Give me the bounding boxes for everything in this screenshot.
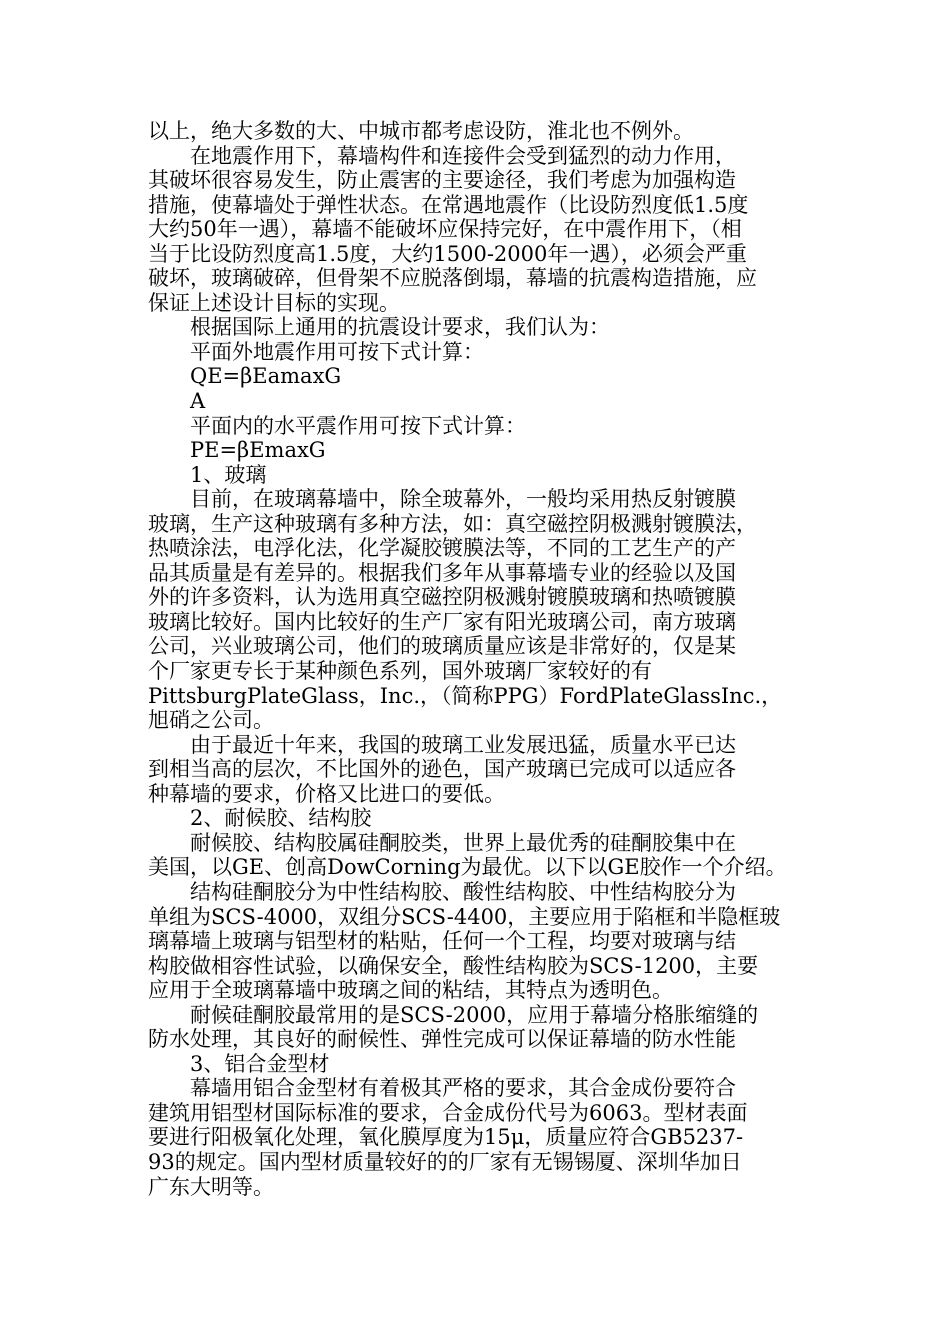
text-line: 耐候硅酮胶最常用的是SCS-2000，应用于幕墙分格胀缩缝的 bbox=[190, 1002, 759, 1027]
text-line: 1、玻璃 bbox=[190, 462, 267, 487]
document-body bbox=[148, 119, 808, 1199]
text-line: PE=βEmaxG bbox=[190, 438, 326, 463]
text-line: 品其质量是有差异的。根据我们多年从事幕墙专业的经验以及国 bbox=[148, 560, 736, 585]
text-line: 平面内的水平震作用可按下式计算： bbox=[190, 413, 526, 438]
text-line: 热喷涂法，电浮化法，化学凝胶镀膜法等，不同的工艺生产的产 bbox=[148, 536, 736, 561]
text-line: 当于比设防烈度高1.5度，大约1500-2000年一遇），必须会严重 bbox=[148, 241, 747, 266]
text-line: 公司，兴业玻璃公司，他们的玻璃质量应该是非常好的，仅是某 bbox=[148, 634, 736, 659]
text-line: 构胶做相容性试验，以确保安全，酸性结构胶为SCS-1200，主要 bbox=[148, 953, 759, 978]
text-line: 单组为SCS-4000，双组分SCS-4400，主要应用于陷框和半隐框玻 bbox=[148, 904, 781, 929]
text-line: 93的规定。国内型材质量较好的的厂家有无锡锡厦、深圳华加日 bbox=[148, 1149, 742, 1174]
text-line: 在地震作用下，幕墙构件和连接件会受到猛烈的动力作用， bbox=[190, 143, 736, 168]
text-line: 璃幕墙上玻璃与铝型材的粘贴，任何一个工程，均要对玻璃与结 bbox=[148, 929, 736, 954]
text-line: PittsburgPlateGlass，Inc.，（简称PPG）FordPlateGlassInc.， bbox=[148, 683, 783, 708]
text-line: 结构硅酮胶分为中性结构胶、酸性结构胶、中性结构胶分为 bbox=[190, 879, 736, 904]
text-line: 平面外地震作用可按下式计算： bbox=[190, 339, 484, 364]
text-line: 应用于全玻璃幕墙中玻璃之间的粘结，其特点为透明色。 bbox=[148, 978, 673, 1003]
text-line: 旭硝之公司。 bbox=[148, 708, 274, 733]
text-line: 耐候胶、结构胶属硅酮胶类，世界上最优秀的硅酮胶集中在 bbox=[190, 830, 736, 855]
text-line: 玻璃比较好。国内比较好的生产厂家有阳光玻璃公司，南方玻璃 bbox=[148, 609, 736, 634]
text-line: 玻璃，生产这种玻璃有多种方法，如：真空磁控阴极溅射镀膜法， bbox=[148, 511, 757, 536]
text-line: 目前，在玻璃幕墙中，除全玻幕外，一般均采用热反射镀膜 bbox=[190, 487, 736, 512]
text-line: 防水处理，其良好的耐候性、弹性完成可以保证幕墙的防水性能 bbox=[148, 1027, 736, 1052]
text-line: 保证上述设计目标的实现。 bbox=[148, 290, 400, 315]
text-line: 由于最近十年来，我国的玻璃工业发展迅猛，质量水平已达 bbox=[190, 732, 736, 757]
text-line: 其破坏很容易发生，防止震害的主要途径，我们考虑为加强构造 bbox=[148, 168, 736, 193]
text-line: 大约50年一遇），幕墙不能破坏应保持完好，在中震作用下，（相 bbox=[148, 217, 742, 242]
text-line: 个厂家更专长于某种颜色系列，国外玻璃厂家较好的有 bbox=[148, 659, 652, 684]
text-line: 破坏，玻璃破碎，但骨架不应脱落倒塌，幕墙的抗震构造措施，应 bbox=[148, 266, 757, 291]
text-line: 以上，绝大多数的大、中城市都考虑设防，淮北也不例外。 bbox=[148, 119, 694, 143]
text-line: QE=βEamaxG bbox=[190, 364, 342, 389]
text-line: A bbox=[190, 389, 206, 414]
text-line: 幕墙用铝合金型材有着极其严格的要求，其合金成份要符合 bbox=[190, 1076, 736, 1101]
text-line: 广东大明等。 bbox=[148, 1174, 274, 1199]
text-line: 2、耐候胶、结构胶 bbox=[190, 806, 372, 831]
text-line: 根据国际上通用的抗震设计要求，我们认为： bbox=[190, 315, 610, 340]
text-line: 美国，以GE、创高DowCorning为最优。以下以GE胶作一个介绍。 bbox=[148, 855, 787, 880]
text-line: 外的许多资料，认为选用真空磁控阴极溅射镀膜玻璃和热喷镀膜 bbox=[148, 585, 736, 610]
text-line: 种幕墙的要求，价格又比进口的要低。 bbox=[148, 781, 505, 806]
text-line: 建筑用铝型材国际标准的要求，合金成份代号为6063。型材表面 bbox=[148, 1100, 748, 1125]
text-line: 措施，使幕墙处于弹性状态。在常遇地震作（比设防烈度低1.5度 bbox=[148, 192, 749, 217]
text-line: 3、铝合金型材 bbox=[190, 1051, 330, 1076]
text-line: 到相当高的层次，不比国外的逊色，国产玻璃已完成可以适应各 bbox=[148, 757, 736, 782]
text-line: 要进行阳极氧化处理，氧化膜厚度为15μ，质量应符合GB5237- bbox=[148, 1125, 744, 1150]
